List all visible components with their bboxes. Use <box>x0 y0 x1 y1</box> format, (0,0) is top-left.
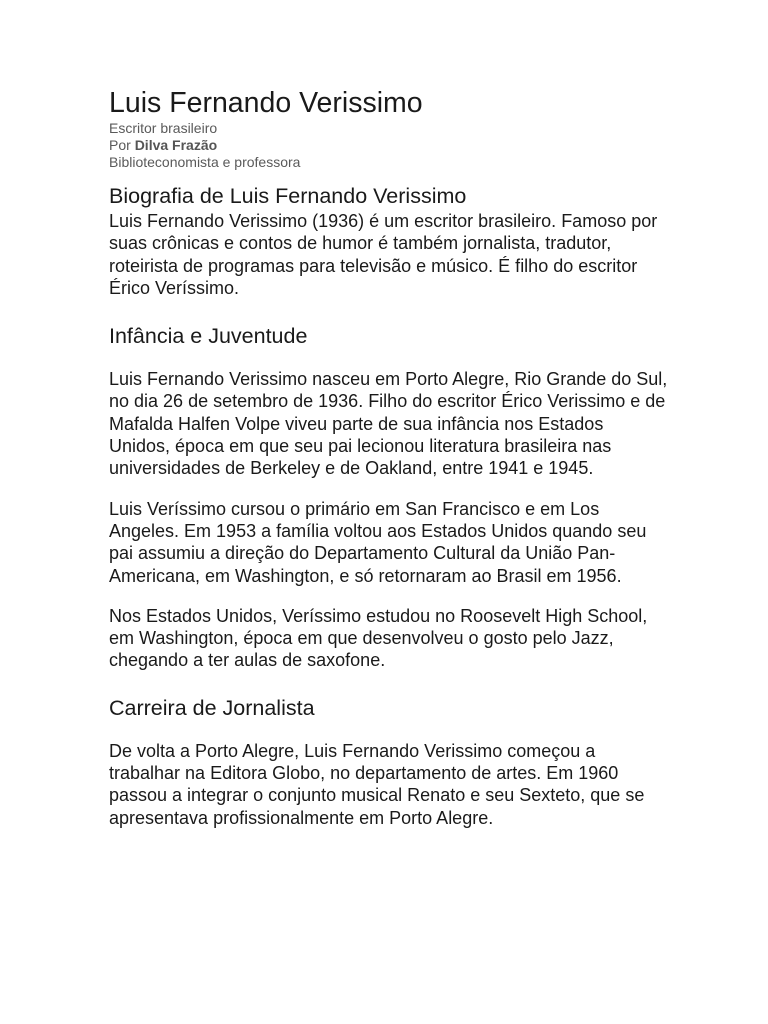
author-name: Dilva Frazão <box>134 137 218 153</box>
byline <box>109 137 669 154</box>
paragraph-career: De volta a Porto Alegre, Luis Fernando Verissimo começou a trabalhar na Editora Globo, no departamento de artes. Em 1960 passou a integrar o conjunto musical Renato e seu Sexteto, que se apresentava profissionalmente em Porto Alegre. <box>109 740 645 828</box>
paragraph-childhood-1: Luis Fernando Verissimo nasceu em Porto Alegre, Rio Grande do Sul, no dia 26 de setembro de 1936. Filho do escritor Érico Verissimo e de Mafalda Halfen Volpe viveu parte de sua infância nos Estados Unidos, época em que seu pai lecionou literatura brasileira nas universidades de Berkeley e de Oakland, entre 1941 e 1945. <box>109 369 668 479</box>
byline-prefix: Por <box>109 137 131 153</box>
section-heading-career: Carreira de Jornalista <box>109 695 315 720</box>
subtitle: Escritor brasileiro <box>109 120 218 136</box>
section-heading-biography: Biografia de Luis Fernando Verissimo <box>109 184 467 208</box>
paragraph-childhood-2: Luis Veríssimo cursou o primário em San Francisco e em Los Angeles. Em 1953 a família voltou aos Estados Unidos quando seu pai assumiu a direção do Departamento Cultural da União Pan-Americana, em Washington, e só retornaram ao Brasil em 1956. <box>109 498 647 586</box>
paragraph-childhood-3: Nos Estados Unidos, Veríssimo estudou no Roosevelt High School, em Washington, época em que desenvolveu o gosto pelo Jazz, chegando a ter aulas de saxofone. <box>109 605 648 671</box>
paragraph-biography: Luis Fernando Verissimo (1936) é um escritor brasileiro. Famoso por suas crônicas e contos de humor é também jornalista, tradutor, roteirista de programas para televisão e músico. É filho do escritor Érico Veríssimo. <box>109 211 658 298</box>
author-role: Biblioteconomista e professora <box>109 154 301 170</box>
section-heading-childhood: Infância e Juventude <box>109 324 308 349</box>
page-title: Luis Fernando Verissimo <box>109 87 423 119</box>
article <box>109 86 669 829</box>
